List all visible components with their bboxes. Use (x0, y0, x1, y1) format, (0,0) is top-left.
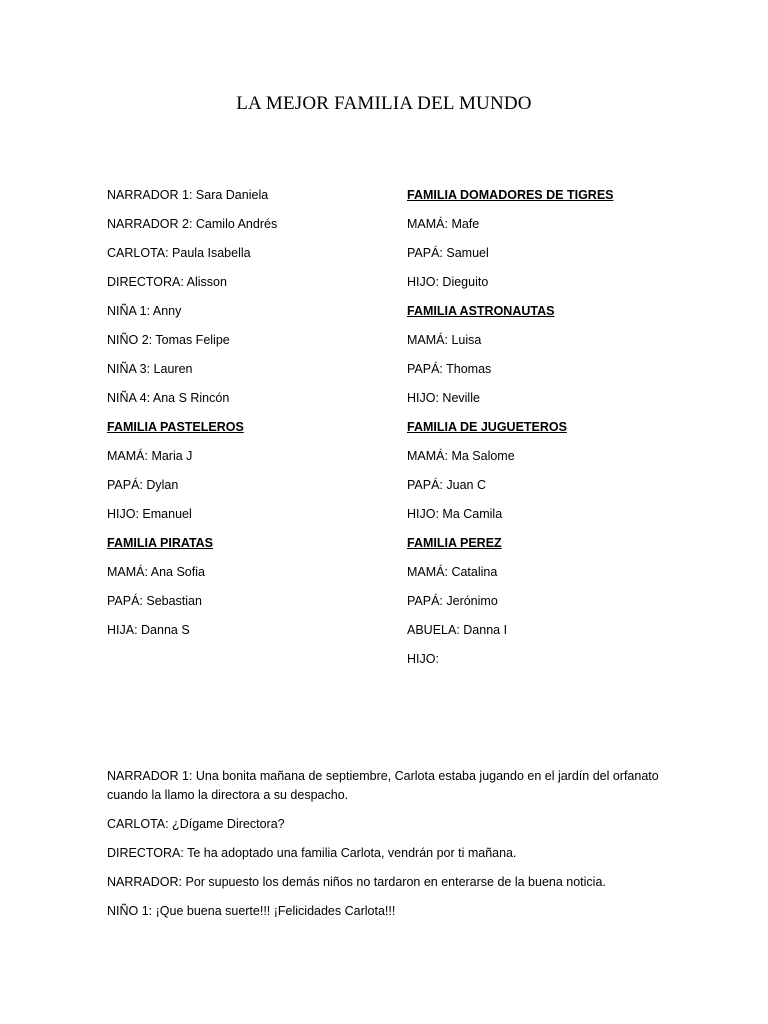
cast-entry: ABUELA: Danna I (407, 623, 508, 637)
script-line: NARRADOR 1: Una bonita mañana de septiembre, Carlota estaba jugando en el jardín del orfanato cuando la llamo la directora a su despacho. (107, 769, 659, 802)
cast-entry: MAMÁ: Maria J (107, 449, 193, 463)
cast-entry: MAMÁ: Mafe (407, 217, 480, 231)
family-heading: FAMILIA PASTELEROS (107, 420, 244, 434)
cast-entry: HIJO: Neville (407, 391, 480, 405)
cast-entry: PAPÁ: Dylan (107, 478, 179, 492)
cast-entry: MAMÁ: Luisa (407, 333, 482, 347)
cast-entry: HIJO: Dieguito (407, 275, 489, 289)
family-heading: FAMILIA DE JUGUETEROS (407, 420, 567, 434)
cast-entry: HIJO: Ma Camila (407, 507, 503, 521)
family-heading: FAMILIA PEREZ (407, 536, 502, 550)
script-body (107, 767, 687, 931)
cast-entry: HIJO: Emanuel (107, 507, 192, 521)
cast-list-left (107, 185, 277, 649)
cast-entry: NIÑA 1: Anny (107, 304, 182, 318)
cast-entry: DIRECTORA: Alisson (107, 275, 227, 289)
cast-list-right (407, 185, 614, 678)
cast-entry: PAPÁ: Thomas (407, 362, 492, 376)
cast-entry: NARRADOR 2: Camilo Andrés (107, 217, 278, 231)
cast-entry: NIÑA 4: Ana S Rincón (107, 391, 230, 405)
script-line: DIRECTORA: Te ha adoptado una familia Carlota, vendrán por ti mañana. (107, 846, 517, 860)
script-line: NARRADOR: Por supuesto los demás niños no tardaron en enterarse de la buena noticia. (107, 875, 606, 889)
cast-entry: PAPÁ: Sebastian (107, 594, 202, 608)
cast-entry: NARRADOR 1: Sara Daniela (107, 188, 269, 202)
cast-entry: NIÑA 3: Lauren (107, 362, 193, 376)
family-heading: FAMILIA ASTRONAUTAS (407, 304, 555, 318)
cast-entry: MAMÁ: Ana Sofia (107, 565, 205, 579)
cast-entry: MAMÁ: Catalina (407, 565, 498, 579)
cast-entry: NIÑO 2: Tomas Felipe (107, 333, 230, 347)
cast-entry: HIJO: (407, 652, 439, 666)
cast-entry: MAMÁ: Ma Salome (407, 449, 515, 463)
script-line: CARLOTA: ¿Dígame Directora? (107, 817, 285, 831)
script-line: NIÑO 1: ¡Que buena suerte!!! ¡Felicidades Carlota!!! (107, 904, 396, 918)
cast-entry: PAPÁ: Samuel (407, 246, 489, 260)
family-heading: FAMILIA DOMADORES DE TIGRES (407, 188, 614, 202)
document-title: LA MEJOR FAMILIA DEL MUNDO (236, 93, 532, 114)
cast-entry: PAPÁ: Jerónimo (407, 594, 498, 608)
cast-entry: HIJA: Danna S (107, 623, 190, 637)
cast-entry: PAPÁ: Juan C (407, 478, 486, 492)
family-heading: FAMILIA PIRATAS (107, 536, 214, 550)
cast-entry: CARLOTA: Paula Isabella (107, 246, 251, 260)
